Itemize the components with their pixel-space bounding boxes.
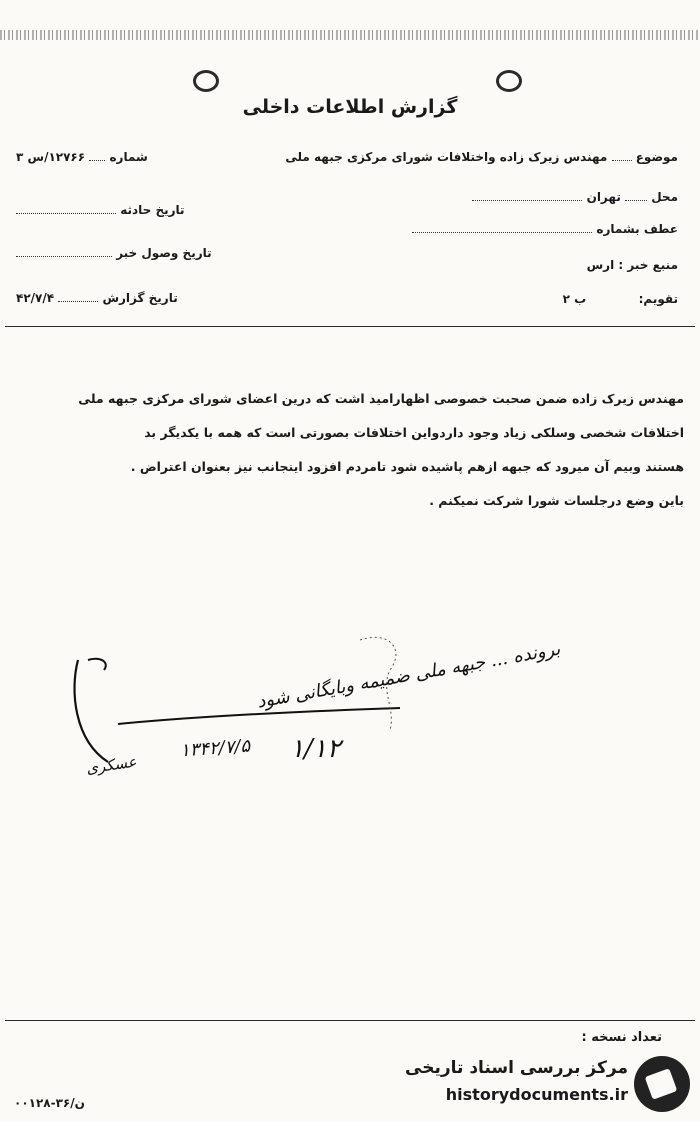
scan-edge-strip [0,30,700,40]
subject-field [285,150,678,164]
number-label: شماره [109,150,148,164]
news-received-date-field [16,246,212,260]
document-title: گزارش اطلاعات داخلی [242,96,458,118]
handwritten-signature: ۱/۱۲ [290,734,341,764]
subject-value: مهندس زیرک زاده واختلافات شورای مرکزی جبهه ملی [285,150,608,164]
source-value: ارس [586,258,615,272]
report-date-label: تاریخ گزارش [102,291,178,305]
body-line: مهندس زیرک زاده ضمن صحبت خصوصی اظهارامید اشت که درین اعضای شورای مرکزی جبهه ملی [78,391,684,406]
handwritten-name: عسکری [84,752,138,778]
handwritten-note: برونده ... جبهه ملی ضمیمه وبایگانی شود [255,638,562,713]
seal-left-icon [193,70,219,92]
subject-label: موضوع [635,150,678,164]
evaluation-value: ب ۲ [562,292,587,306]
source-field [587,258,678,272]
evaluation-field [563,292,678,306]
location-value: تهران [586,190,621,204]
location-field [472,190,678,204]
incident-date-label: تاریخ حادثه [120,203,185,217]
archive-url: historydocuments.ir [445,1085,628,1104]
body-line: اختلافات شخصی وسلکی زیاد وجود داردواین اختلافات بصورتی است که همه با یکدیگر بد [144,425,684,440]
copies-count: تعداد نسخه : [581,1030,662,1045]
body-line: باین وضع درجلسات شورا شرکت نمیکنم . [429,493,684,508]
archive-name: مرکز بررسی اسناد تاریخی [405,1058,628,1078]
header-divider [5,326,695,327]
report-date-field [16,291,178,305]
location-label: محل [651,190,678,204]
source-label: منبع خبر : [618,258,678,272]
news-received-date-label: تاریخ وصول خبر [116,246,212,260]
archive-logo-icon [634,1056,690,1112]
report-body [22,382,684,518]
archive-watermark [360,1052,690,1118]
body-line: هستند وبیم آن میرود که جبهه ازهم پاشیده شود تامردم افزود اینجانب نیز بعنوان اعتراض . [130,459,684,474]
number-field [16,150,148,164]
number-value: ۱۲۷۶۶/س ۳ [16,150,86,164]
seal-right-icon [496,70,522,92]
reference-field [412,222,678,236]
footer-divider [5,1020,695,1021]
incident-date-field [16,203,185,217]
handwritten-date: ۱۳۴۲/۷/۵ [179,735,251,762]
report-date-value: ۴۲/۷/۴ [16,291,55,305]
reference-label: عطف بشماره [596,222,678,236]
evaluation-label: تقویم: [638,292,678,306]
archive-code: ۰۰۱۲۸-۳۶/ن [14,1096,85,1110]
